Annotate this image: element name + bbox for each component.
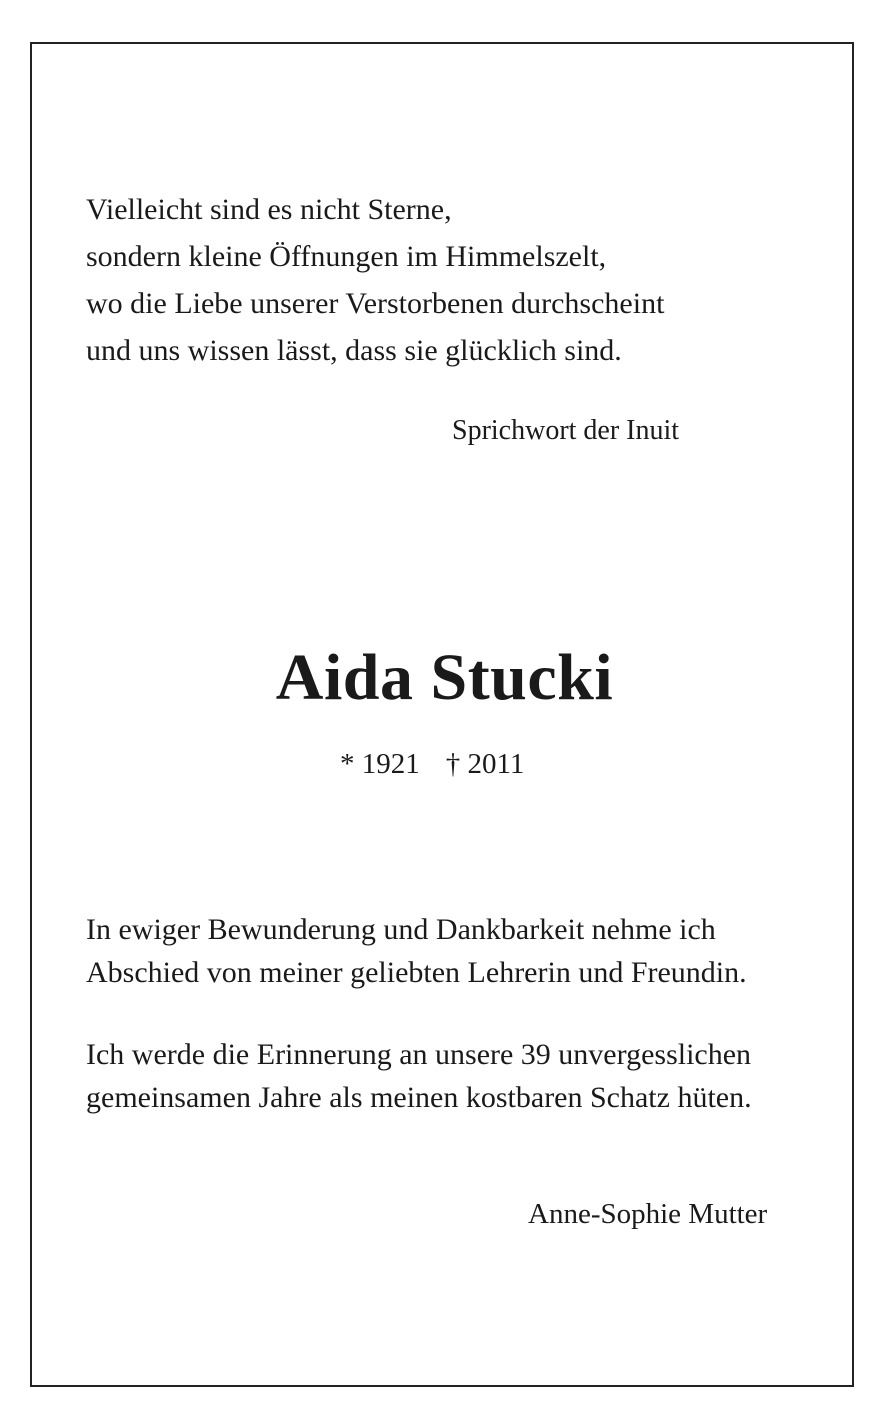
poem-source: Sprichwort der Inuit: [452, 415, 680, 446]
poem-line: und uns wissen lässt, dass sie glücklich sind.: [86, 334, 622, 367]
farewell-paragraph: [86, 908, 806, 994]
poem-line: wo die Liebe unserer Verstorbenen durchscheint: [86, 287, 665, 320]
birth-year: * 1921: [340, 748, 420, 780]
paragraph-line: gemeinsamen Jahre als meinen kostbaren Schatz hüten.: [86, 1081, 752, 1114]
paragraph-line: In ewiger Bewunderung und Dankbarkeit nehme ich: [86, 913, 716, 946]
memory-paragraph: [86, 1033, 806, 1119]
death-year: † 2011: [445, 748, 525, 780]
deceased-name: Aida Stucki: [275, 641, 614, 714]
paragraph-line: Ich werde die Erinnerung an unsere 39 unvergesslichen: [86, 1038, 752, 1071]
poem: [86, 186, 766, 374]
poem-line: Vielleicht sind es nicht Sterne,: [86, 193, 452, 226]
signature: Anne-Sophie Mutter: [528, 1198, 768, 1230]
paragraph-line: Abschied von meiner geliebten Lehrerin und Freundin.: [86, 956, 747, 989]
life-dates: [340, 748, 550, 781]
poem-line: sondern kleine Öffnungen im Himmelszelt,: [86, 240, 607, 273]
